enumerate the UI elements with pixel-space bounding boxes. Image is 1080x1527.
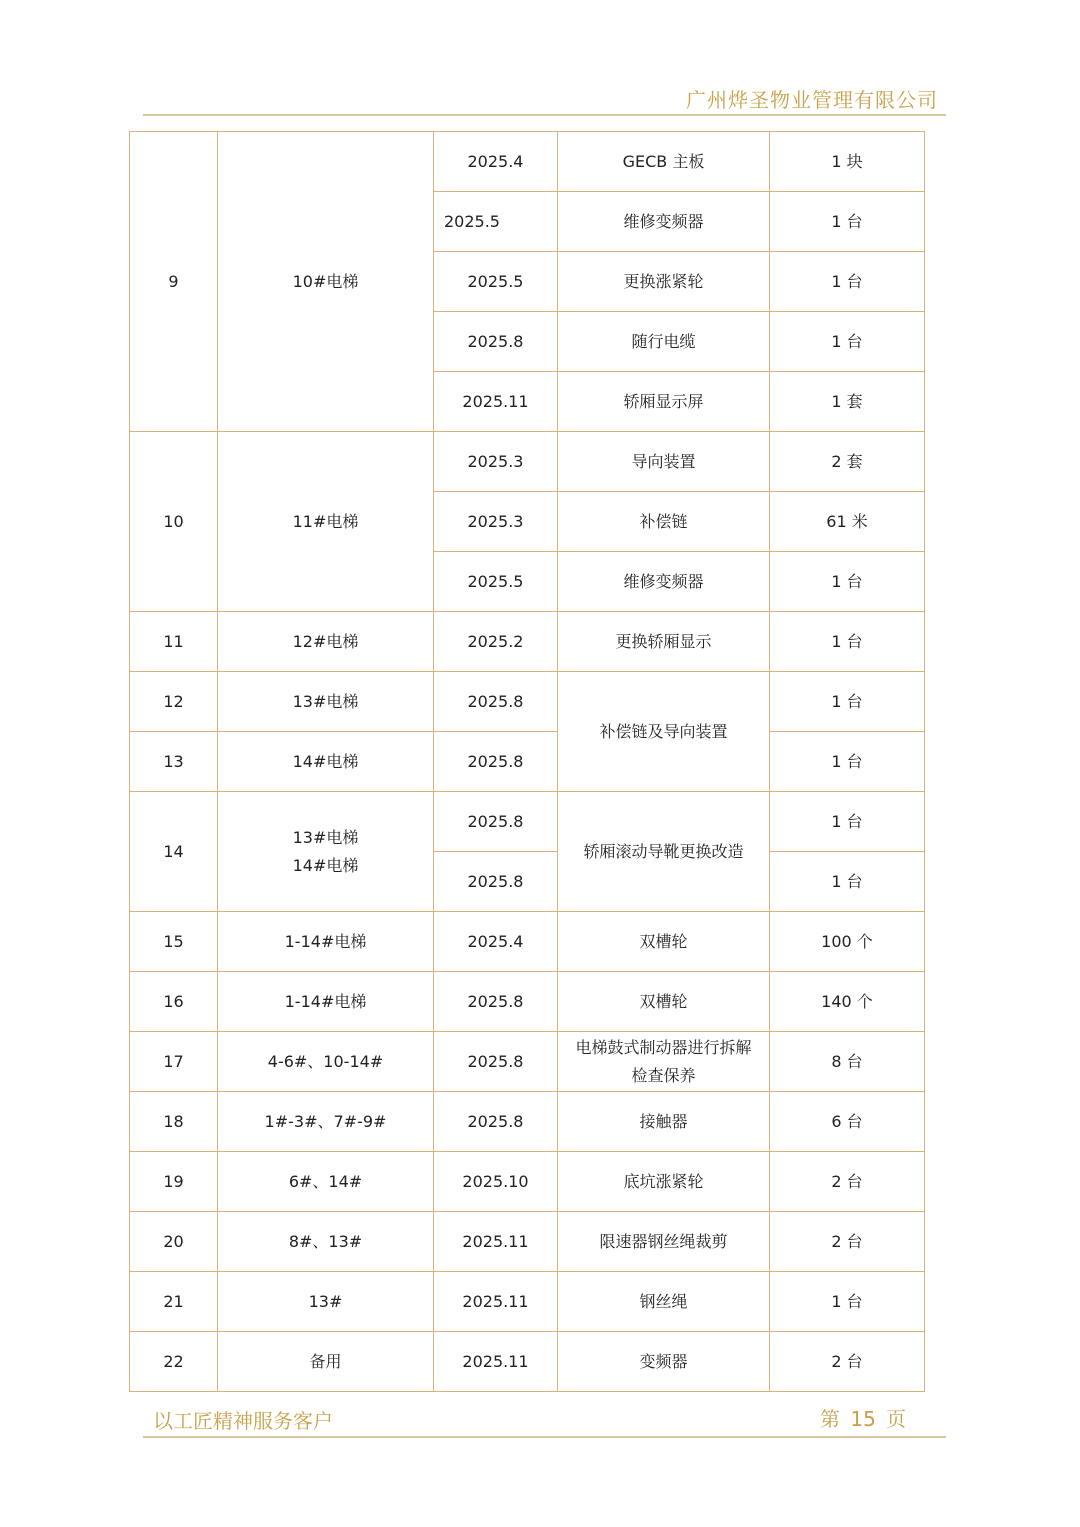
part-cell: 双槽轮 [558,972,770,1032]
date-cell: 2025.10 [434,1152,558,1212]
elevator-cell [218,792,434,912]
part-cell: 轿厢滚动导靴更换改造 [558,792,770,912]
date-cell: 2025.5 [434,252,558,312]
elevator-cell: 4-6#、10-14# [218,1032,434,1092]
elevator-cell: 11#电梯 [218,432,434,612]
row-number: 10 [130,432,218,612]
date-cell: 2025.3 [434,492,558,552]
part-cell: 维修变频器 [558,192,770,252]
qty-cell: 1 块 [770,132,925,192]
date-cell: 2025.5 [434,192,558,252]
qty-cell: 100 个 [770,912,925,972]
company-name: 广州烨圣物业管理有限公司 [686,88,938,112]
elevator-line: 14#电梯 [292,855,359,875]
table-row [130,612,925,672]
qty-cell: 1 台 [770,192,925,252]
part-cell: 更换轿厢显示 [558,612,770,672]
part-cell: 补偿链及导向装置 [558,672,770,792]
qty-cell: 1 台 [770,252,925,312]
date-cell: 2025.11 [434,1272,558,1332]
date-cell: 2025.4 [434,912,558,972]
table-row [130,432,925,492]
part-cell: 导向装置 [558,432,770,492]
elevator-cell: 13# [218,1272,434,1332]
qty-cell: 1 台 [770,732,925,792]
row-number: 17 [130,1032,218,1092]
row-number: 18 [130,1092,218,1152]
qty-cell: 2 台 [770,1212,925,1272]
elevator-cell: 备用 [218,1332,434,1392]
row-number: 19 [130,1152,218,1212]
footer-divider [143,1436,946,1438]
qty-cell: 1 台 [770,792,925,852]
table-row [130,912,925,972]
date-cell: 2025.3 [434,432,558,492]
date-cell: 2025.8 [434,1092,558,1152]
maintenance-table [129,131,925,1392]
qty-cell: 61 米 [770,492,925,552]
date-cell: 2025.8 [434,312,558,372]
elevator-cell: 1-14#电梯 [218,972,434,1032]
part-cell: 轿厢显示屏 [558,372,770,432]
part-cell [558,1032,770,1092]
table-row [130,132,925,192]
elevator-cell: 1-14#电梯 [218,912,434,972]
date-cell: 2025.11 [434,1332,558,1392]
date-cell: 2025.2 [434,612,558,672]
row-number: 13 [130,732,218,792]
footer-slogan: 以工匠精神服务客户 [153,1409,333,1433]
part-cell: GECB 主板 [558,132,770,192]
qty-cell: 1 套 [770,372,925,432]
qty-cell: 2 套 [770,432,925,492]
part-cell: 变频器 [558,1332,770,1392]
part-cell: 限速器钢丝绳裁剪 [558,1212,770,1272]
qty-cell: 1 台 [770,852,925,912]
part-cell: 底坑涨紧轮 [558,1152,770,1212]
table-row [130,972,925,1032]
date-cell: 2025.5 [434,552,558,612]
table-row [130,1092,925,1152]
qty-cell: 1 台 [770,312,925,372]
elevator-line: 13#电梯 [292,827,359,847]
part-line: 检查保养 [631,1065,696,1085]
elevator-cell: 6#、14# [218,1152,434,1212]
row-number: 20 [130,1212,218,1272]
page-number: 第 15 页 [820,1407,907,1431]
qty-cell: 1 台 [770,1272,925,1332]
table-row [130,1032,925,1092]
qty-cell: 140 个 [770,972,925,1032]
qty-cell: 6 台 [770,1092,925,1152]
date-cell: 2025.8 [434,672,558,732]
header-divider [143,114,946,116]
part-cell: 随行电缆 [558,312,770,372]
elevator-cell: 14#电梯 [218,732,434,792]
qty-cell: 1 台 [770,612,925,672]
date-cell: 2025.8 [434,972,558,1032]
table-row [130,672,925,732]
qty-cell: 8 台 [770,1032,925,1092]
part-cell: 补偿链 [558,492,770,552]
row-number: 9 [130,132,218,432]
table-row [130,1152,925,1212]
part-line: 电梯鼓式制动器进行拆解 [575,1037,752,1057]
row-number: 21 [130,1272,218,1332]
table-row [130,1272,925,1332]
elevator-cell: 8#、13# [218,1212,434,1272]
row-number: 11 [130,612,218,672]
part-cell: 更换涨紧轮 [558,252,770,312]
row-number: 15 [130,912,218,972]
date-cell: 2025.11 [434,372,558,432]
qty-cell: 2 台 [770,1332,925,1392]
part-cell: 接触器 [558,1092,770,1152]
date-cell: 2025.8 [434,732,558,792]
part-cell: 双槽轮 [558,912,770,972]
elevator-cell: 1#-3#、7#-9# [218,1092,434,1152]
qty-cell: 1 台 [770,672,925,732]
date-cell: 2025.8 [434,852,558,912]
date-cell: 2025.8 [434,1032,558,1092]
row-number: 16 [130,972,218,1032]
part-cell: 钢丝绳 [558,1272,770,1332]
table-row [130,1332,925,1392]
table-row [130,792,925,852]
elevator-cell: 10#电梯 [218,132,434,432]
date-cell: 2025.11 [434,1212,558,1272]
part-cell: 维修变频器 [558,552,770,612]
date-cell: 2025.4 [434,132,558,192]
elevator-cell: 12#电梯 [218,612,434,672]
qty-cell: 1 台 [770,552,925,612]
qty-cell: 2 台 [770,1152,925,1212]
table-row [130,1212,925,1272]
row-number: 14 [130,792,218,912]
date-cell: 2025.8 [434,792,558,852]
row-number: 22 [130,1332,218,1392]
row-number: 12 [130,672,218,732]
table-row [130,732,925,792]
elevator-cell: 13#电梯 [218,672,434,732]
